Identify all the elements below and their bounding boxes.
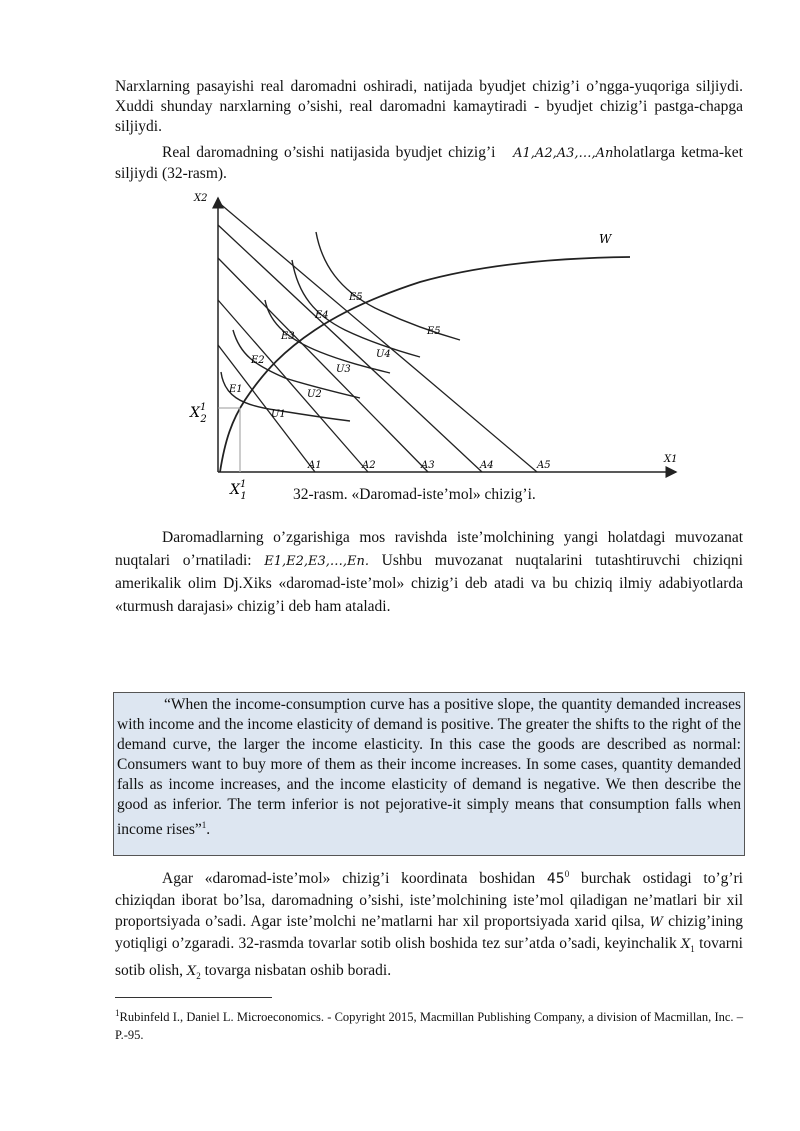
paragraph-3-after: Ushbu muvozanat nuqtalarini tutashtiruvchi chiziqni amerikalik olim Dj.Xiks «daromad-iste’mol» chizig’i deb atadi va bu chiziq ilmiy adabiyotlarda «turmush darajasi» chizig’i deb ham ataladi. <box>115 551 743 615</box>
paragraph-4-part5: tovarga nisbatan oshib boradi. <box>200 962 392 980</box>
curve-w-label: W <box>599 232 612 246</box>
x2-symbol: X <box>186 964 197 980</box>
footnote <box>115 1004 743 1044</box>
quote-end: . <box>206 821 211 839</box>
paragraph-1-text: Narxlarning pasayishi real daromadni oshiradi, natijada byudjet chizig’i o’ngga-yuqoriga siljiydi. Xuddi shunday narxlarning o’sishi, real daromadni kamaytiradi - byudjet chizig’i pastga-chapga siljiydi. <box>115 78 743 135</box>
indifference-curve-u5 <box>316 232 460 340</box>
label-e5: E5 <box>349 292 363 303</box>
income-consumption-figure <box>0 0 800 500</box>
y-axis-label: X2 <box>194 193 208 204</box>
label-e3: E3 <box>281 331 295 342</box>
w-symbol: W <box>649 915 664 931</box>
angle-value: 45 <box>546 871 565 888</box>
label-e2: E2 <box>251 355 265 366</box>
label-u4: U4 <box>376 349 391 360</box>
y-marker: $X^1$ 2 <box>190 402 207 425</box>
x-axis-label: X1 <box>664 454 678 465</box>
equilibrium-formula: E1,E2,E3,…,En. <box>264 553 370 569</box>
label-a5: A5 <box>537 460 551 471</box>
paragraph-2-after: holatlarga ketma-ket siljiydi (32-rasm). <box>115 144 743 182</box>
figure-caption: 32-rasm. «Daromad-iste’mol» chizig’i. <box>293 486 536 503</box>
paragraph-4-part3: chizig’ining yotiqligi o’zgaradi. 32-rasmda tovarlar sotib olish boshida tez sur’atda o’sadi, keyinchalik <box>115 913 743 953</box>
paragraph-4-text <box>115 864 743 987</box>
label-e1: E1 <box>229 384 243 395</box>
quote-footnote-ref: 1 <box>201 820 207 830</box>
label-u1: U1 <box>271 409 286 420</box>
x1-sub: 1 <box>690 944 695 955</box>
paragraph-3-text <box>115 527 743 618</box>
x-marker: $X^1$ 1 <box>230 479 247 500</box>
paragraph-4-part1: Agar «daromad-iste’mol» chizig’i koordinata boshidan <box>162 870 547 888</box>
paragraph-4-part4: tovarni sotib olish, <box>115 935 743 980</box>
paragraph-3-before: Daromadlarning o’zgarishiga mos ravishda iste’molchining yangi holatdagi muvozanat nuqtalari o’rnatiladi: <box>115 529 743 569</box>
x1-symbol: X <box>681 937 691 953</box>
label-a4: A4 <box>480 460 494 471</box>
quote-body: “When the income-consumption curve has a positive slope, the quantity demanded increases with income and the income elasticity of demand is positive. The greater the shifts to the right of the demand curve, the larger the income elasticity. In this case the goods are described as normal: Consumers want to buy more of them as their income increases. In some cases, quantity demanded falls as income increases, and the income elasticity of demand is negative. We then describe the good as inferior. The term inferior is not pejorative-it simply means that consumption falls when income rises” <box>117 696 741 839</box>
indifference-curve-u4 <box>292 260 420 357</box>
label-u2: U2 <box>307 389 322 400</box>
footnote-number: 1 <box>115 1008 120 1018</box>
budget-formula: A1,A2,A3,…,An <box>513 146 614 161</box>
budget-line-a4 <box>218 225 482 472</box>
x2-sub: 2 <box>196 971 201 982</box>
label-u5: E5 <box>427 326 441 337</box>
paragraph-4 <box>115 864 743 987</box>
paragraph-3 <box>115 527 743 618</box>
label-u3: U3 <box>336 364 351 375</box>
label-a3: A3 <box>421 460 435 471</box>
footnote-text: Rubinfeld I., Daniel L. Microeconomics. - Copyright 2015, Macmillan Publishing Company, a division of Macmillan, Inc. –P.-95. <box>115 1010 743 1043</box>
footnote-rule <box>115 997 272 998</box>
label-a2: A2 <box>362 460 376 471</box>
quote-text <box>117 695 741 840</box>
income-consumption-curve-w <box>220 257 630 472</box>
budget-line-a5 <box>218 202 537 472</box>
paragraph-2-before: Real daromadning o’sishi natijasida byudjet chizig’i <box>162 144 502 161</box>
angle-degree: 0 <box>564 869 570 879</box>
paragraph-4-part2: burchak ostidagi to’g’ri chiziqdan iborat bo’lsa, daromadning o’sishi, iste’molchining iste’mol qiladigan ne’matlari bir xil proportsiyada o’sadi. Agar iste’molchi ne’matlarni har xil proportsiyada xarid qilsa, <box>115 870 743 931</box>
label-a1: A1 <box>308 460 322 471</box>
label-e4: E4 <box>315 310 329 321</box>
quote-box <box>113 692 745 856</box>
